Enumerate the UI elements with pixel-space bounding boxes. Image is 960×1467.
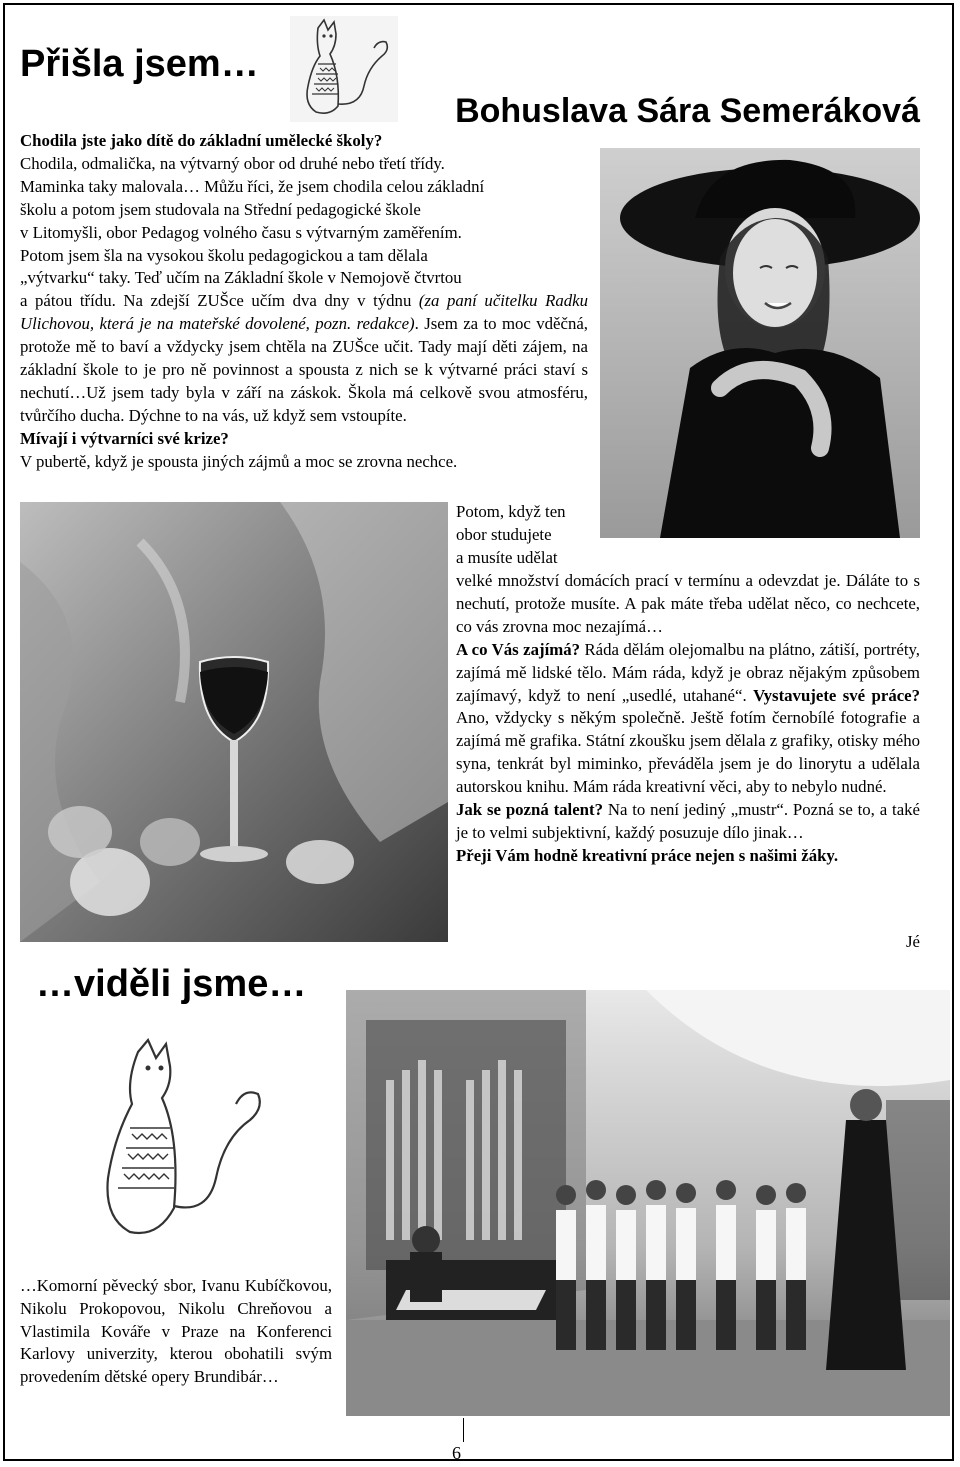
editor-note: (za paní učitelku Radku Ulichovou, která je na mateřské dovolené, pozn. redakce) <box>20 291 588 334</box>
question-5: Jak se pozná talent? <box>456 800 603 820</box>
answer-1-line-1: Chodila, odmalička, na výtvarný obor od druhé nebo třetí třídy. <box>20 153 445 173</box>
answer-4: Ano, vždycky s někým společně. Ještě fotím černobílé fotografie a zajímá mě grafika. Státní zkoušku jsem dělala z grafiky, otisky mého syna, tenkrát byl miminko, převáděla jsem je do linorytu a udělala autorskou knihu. Mám ráda kreativní věci, aby to nebylo nudné. <box>456 708 920 797</box>
cat-drawing-icon <box>290 16 398 122</box>
choir-photo <box>346 990 950 1416</box>
answer-1-line-3: školu a potom jsem studovala na Střední pedagogické škole <box>20 199 421 219</box>
answer-1-line-5: Potom jsem šla na vysokou školu pedagogickou a tam dělala <box>20 245 428 265</box>
answer-1-line-6: „výtvarku“ taky. Teď učím na Základní škole v Nemojově čtvrtou <box>20 268 462 288</box>
heading-prisla-jsem: Přišla jsem… <box>20 43 259 85</box>
question-4: Vystavujete své práce? <box>753 685 921 705</box>
closing-wish: Přeji Vám hodně kreativní práce nejen s našimi žáky. <box>456 845 839 865</box>
heading-videli-jsme: …viděli jsme… <box>36 963 307 1005</box>
portrait-photo-image <box>600 148 920 538</box>
page-number: 6 <box>452 1443 461 1463</box>
answer-1-line-2: Maminka taky malovala… Můžu říci, že jsem chodila celou základní <box>20 176 485 196</box>
author-name: Bohuslava Sára Semeráková <box>455 92 920 130</box>
question-2: Mívají i výtvarníci své krize? <box>20 428 229 448</box>
page-divider <box>463 1418 464 1442</box>
answer-1-part-b: Na zdejší ZUŠce učím dva dny v týdnu <box>115 291 419 311</box>
photo-caption: …Komorní pěvecký sbor, Ivanu Kubíčkovou, Nikolu Prokopovou, Nikolu Chreňovou a Vlastimila Kováře v Praze na Konferenci Karlovy univerzity, kterou obohatili svým provedením dětské opery Brundibár… <box>20 1276 332 1387</box>
answer-2-narrow-3: a musíte udělat <box>456 547 558 567</box>
portrait-photo <box>600 148 920 538</box>
answer-3: Ráda dělám olejomalbu na plátno, zátiší, portréty, zajímá mě lidské tělo. Mám ráda, když je obraz nějakým způsobem zajímavý, když to není „usedlé, utahané“. <box>456 639 920 705</box>
cat-drawing-bottom <box>68 1038 268 1260</box>
answer-2-rest: velké množství domácích prací v termínu a odevzdat je. Dáláte to s nechutí, protože musíte. A pak máte třeba udělat něco, co nechcete, co vás zrovna moc nezajímá… <box>456 571 920 636</box>
answer-2-full: V pubertě, když je spousta jiných zájmů a moc se zrovna nechce. <box>20 451 458 471</box>
cat-drawing-top <box>290 16 398 122</box>
still-life-image <box>20 502 448 942</box>
question-3: A co Vás zajímá? <box>456 639 580 659</box>
answer-2-narrow-2: obor studujete <box>456 524 552 544</box>
choir-photo-image <box>346 990 950 1416</box>
interview-block-1 <box>20 130 588 474</box>
interview-block-2-narrow <box>456 501 920 570</box>
answer-5: Na to není jediný „mustr“. Pozná se to, a také je to velmi subjektivní, každý posuzuje dílo jinak… <box>456 800 920 842</box>
cat-drawing-bottom-icon <box>68 1038 268 1260</box>
answer-1-line-7: a pátou třídu. <box>20 291 116 311</box>
answer-1-part-c: . Jsem za to moc vděčná, protože mě to baví a vždycky jsem chtěla na ZUŠce učit. Tady mají děti zájem, na základní škole to je pro ně povinnost a spousta z nich se k výtvarné práci staví s nechutí…Už jsem tady byla v září na záskok. Škola má celkově svou atmosféru, tvůrčího ducha. Dýchne to na vás, už když sem vstoupíte. <box>20 314 588 425</box>
still-life-painting <box>20 502 448 942</box>
answer-2-narrow-1: Potom, když ten <box>456 502 566 521</box>
answer-1-line-4: v Litomyšli, obor Pedagog volného času s výtvarným zaměřením. <box>20 222 462 242</box>
signature: Jé <box>906 932 920 951</box>
question-1: Chodila jste jako dítě do základní umělecké školy? <box>20 131 383 150</box>
interview-block-3 <box>456 570 920 868</box>
